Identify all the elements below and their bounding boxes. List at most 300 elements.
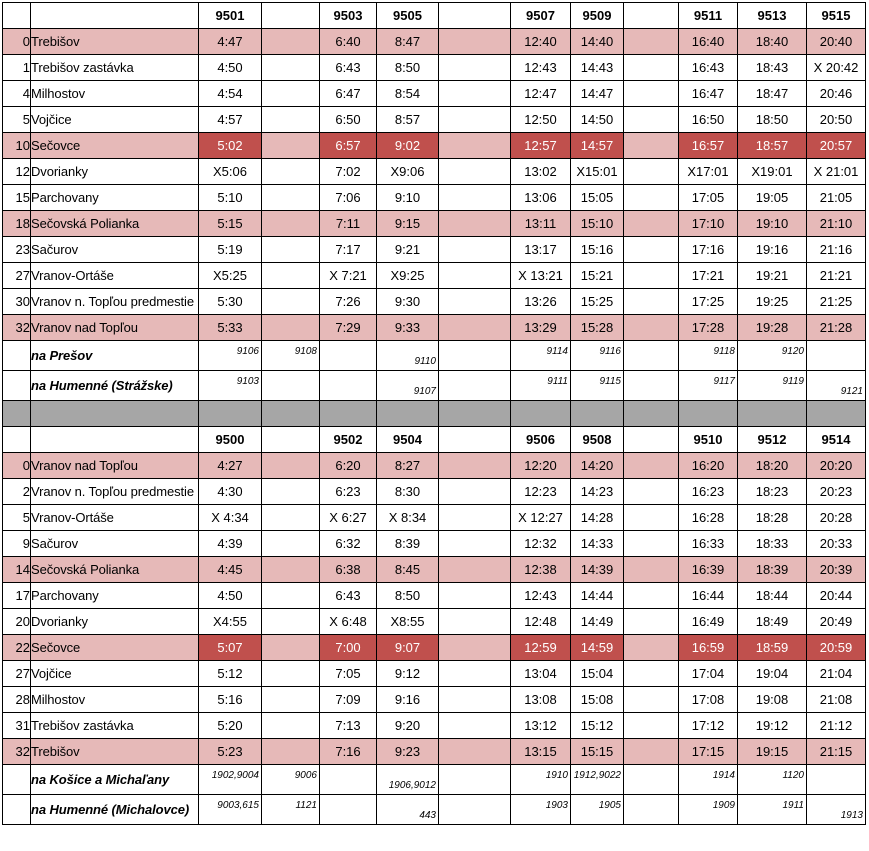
departure-time: 15:05 [571,185,624,211]
departure-time: 17:12 [679,713,738,739]
empty-cell [624,107,679,133]
connecting-train: 1120 [738,765,807,795]
departure-time: 9:12 [377,661,439,687]
departure-time: 18:57 [738,133,807,159]
empty-cell [624,739,679,765]
departure-time: 6:23 [320,479,377,505]
connecting-train: 1910 [511,765,571,795]
km-cell: 5 [3,107,31,133]
departure-time: 9:16 [377,687,439,713]
empty-cell [262,289,320,315]
empty-cell [262,159,320,185]
empty-cell [439,795,511,825]
departure-time: 4:57 [199,107,262,133]
departure-time: 19:21 [738,263,807,289]
train-number: 9514 [807,427,866,453]
departure-time: 13:11 [511,211,571,237]
departure-time: 19:28 [738,315,807,341]
station-row [3,661,866,687]
departure-time: 19:16 [738,237,807,263]
station-name: Trebišov zastávka [31,55,199,81]
departure-time: 15:12 [571,713,624,739]
departure-time: 12:48 [511,609,571,635]
station-row [3,29,866,55]
empty-cell [624,609,679,635]
km-cell: 28 [3,687,31,713]
connecting-train: 9115 [571,371,624,401]
km-cell: 17 [3,583,31,609]
connection-label: na Košice a Michaľany [31,765,199,795]
empty-cell [262,479,320,505]
connecting-train: 9108 [262,341,320,371]
departure-time: 20:33 [807,531,866,557]
departure-time: 7:09 [320,687,377,713]
empty-cell [439,661,511,687]
departure-time: 8:57 [377,107,439,133]
empty-cell [624,289,679,315]
connecting-train: 9120 [738,341,807,371]
connection-km-cell [3,371,31,401]
empty-cell [439,453,511,479]
empty-cell [262,55,320,81]
empty-cell [624,505,679,531]
separator-cell [624,401,679,427]
departure-time: 16:57 [679,133,738,159]
empty-cell [439,159,511,185]
connecting-train: 1903 [511,795,571,825]
departure-time: 9:23 [377,739,439,765]
departure-time: 21:08 [807,687,866,713]
station-name: Trebišov zastávka [31,713,199,739]
separator-cell [511,401,571,427]
connecting-train: 1906,9012 [377,765,439,795]
departure-time: 4:30 [199,479,262,505]
departure-time: 21:16 [807,237,866,263]
connection-row [3,795,866,825]
departure-time: 15:04 [571,661,624,687]
km-cell: 15 [3,185,31,211]
departure-time: 15:28 [571,315,624,341]
departure-time: 5:02 [199,133,262,159]
empty-cell [624,661,679,687]
train-number: 9503 [320,3,377,29]
km-cell: 31 [3,713,31,739]
departure-time: 19:08 [738,687,807,713]
departure-time: 4:54 [199,81,262,107]
departure-time: 18:33 [738,531,807,557]
empty-cell [262,687,320,713]
departure-time: 15:25 [571,289,624,315]
empty-cell [624,453,679,479]
station-name: Parchovany [31,185,199,211]
train-number: 9501 [199,3,262,29]
departure-time: 7:11 [320,211,377,237]
departure-time: 9:33 [377,315,439,341]
departure-time: 20:46 [807,81,866,107]
empty-cell [624,635,679,661]
empty-cell [624,687,679,713]
departure-time: 16:44 [679,583,738,609]
empty-cell [439,237,511,263]
empty-cell [262,185,320,211]
departure-time: X 21:01 [807,159,866,185]
departure-time: 20:39 [807,557,866,583]
departure-time: 16:40 [679,29,738,55]
departure-time: 19:05 [738,185,807,211]
departure-time: 5:15 [199,211,262,237]
train-number: 9505 [377,3,439,29]
departure-time: 5:20 [199,713,262,739]
station-row [3,185,866,211]
empty-cell [320,341,377,371]
empty-cell [439,739,511,765]
departure-time: X 6:48 [320,609,377,635]
departure-time: 4:27 [199,453,262,479]
train-number: 9504 [377,427,439,453]
connecting-train: 1912,9022 [571,765,624,795]
km-cell: 2 [3,479,31,505]
departure-time: 16:28 [679,505,738,531]
header-km-cell [3,427,31,453]
departure-time: 4:50 [199,55,262,81]
station-row [3,505,866,531]
empty-cell [624,341,679,371]
departure-time: 20:50 [807,107,866,133]
departure-time: 16:39 [679,557,738,583]
km-cell: 12 [3,159,31,185]
timetable [2,2,866,825]
departure-time: 9:02 [377,133,439,159]
departure-time: 12:43 [511,55,571,81]
empty-cell [320,765,377,795]
departure-time: 17:21 [679,263,738,289]
empty-cell [262,661,320,687]
km-cell: 9 [3,531,31,557]
departure-time: 12:20 [511,453,571,479]
train-number: 9506 [511,427,571,453]
departure-time: 18:20 [738,453,807,479]
empty-cell [624,371,679,401]
departure-time: 19:15 [738,739,807,765]
train-number-header-row [3,3,866,29]
departure-time: 18:44 [738,583,807,609]
station-name: Vranov-Ortáše [31,263,199,289]
departure-time: 17:08 [679,687,738,713]
train-number: 9510 [679,427,738,453]
departure-time: 14:50 [571,107,624,133]
empty-cell [807,341,866,371]
train-number: 9509 [571,3,624,29]
station-row [3,81,866,107]
departure-time: 14:40 [571,29,624,55]
departure-time: 18:43 [738,55,807,81]
departure-time: X5:06 [199,159,262,185]
station-name: Milhostov [31,687,199,713]
departure-time: 7:05 [320,661,377,687]
departure-time: X 6:27 [320,505,377,531]
connecting-train: 9116 [571,341,624,371]
connecting-train: 9103 [199,371,262,401]
empty-cell [262,29,320,55]
departure-time: 12:59 [511,635,571,661]
station-row [3,133,866,159]
departure-time: X 13:21 [511,263,571,289]
station-name: Sečovská Polianka [31,557,199,583]
station-name: Vojčice [31,661,199,687]
departure-time: X15:01 [571,159,624,185]
train-number: 9500 [199,427,262,453]
empty-cell [439,609,511,635]
empty-cell [624,185,679,211]
empty-cell [439,531,511,557]
empty-cell [320,371,377,401]
departure-time: 12:47 [511,81,571,107]
separator-cell [738,401,807,427]
empty-cell [439,211,511,237]
departure-time: 17:05 [679,185,738,211]
departure-time: 6:40 [320,29,377,55]
departure-time: 17:25 [679,289,738,315]
empty-cell [262,453,320,479]
departure-time: 7:17 [320,237,377,263]
station-row [3,453,866,479]
station-name: Trebišov [31,29,199,55]
departure-time: 9:21 [377,237,439,263]
km-cell: 18 [3,211,31,237]
separator-cell [807,401,866,427]
departure-time: 6:57 [320,133,377,159]
departure-time: 21:21 [807,263,866,289]
departure-time: 8:50 [377,55,439,81]
departure-time: 13:04 [511,661,571,687]
departure-time: 5:19 [199,237,262,263]
departure-time: 7:26 [320,289,377,315]
station-row [3,263,866,289]
km-cell: 32 [3,315,31,341]
empty-cell [439,81,511,107]
connecting-train: 9107 [377,371,439,401]
departure-time: 5:07 [199,635,262,661]
departure-time: 6:43 [320,55,377,81]
station-row [3,237,866,263]
connecting-train: 1909 [679,795,738,825]
departure-time: 15:10 [571,211,624,237]
departure-time: 5:23 [199,739,262,765]
station-name: Sečovce [31,133,199,159]
km-cell: 10 [3,133,31,159]
departure-time: 18:49 [738,609,807,635]
empty-cell [624,159,679,185]
departure-time: 20:20 [807,453,866,479]
km-cell: 32 [3,739,31,765]
departure-time: X4:55 [199,609,262,635]
connecting-train: 9106 [199,341,262,371]
departure-time: 18:23 [738,479,807,505]
departure-time: 16:20 [679,453,738,479]
departure-time: 18:40 [738,29,807,55]
timetable-body [3,3,866,825]
departure-time: 7:16 [320,739,377,765]
empty-cell [624,713,679,739]
departure-time: 8:45 [377,557,439,583]
departure-time: 16:50 [679,107,738,133]
departure-time: 19:04 [738,661,807,687]
departure-time: 20:28 [807,505,866,531]
train-number [439,427,511,453]
empty-cell [439,371,511,401]
departure-time: 13:12 [511,713,571,739]
departure-time: 12:57 [511,133,571,159]
station-row [3,739,866,765]
station-name: Vranov n. Topľou predmestie [31,479,199,505]
empty-cell [262,237,320,263]
train-number [262,427,320,453]
train-number [262,3,320,29]
departure-time: 14:57 [571,133,624,159]
empty-cell [624,211,679,237]
departure-time: 15:08 [571,687,624,713]
departure-time: 4:50 [199,583,262,609]
departure-time: 15:21 [571,263,624,289]
departure-time: 7:29 [320,315,377,341]
departure-time: 9:10 [377,185,439,211]
station-name: Trebišov [31,739,199,765]
station-name: Vranov nad Topľou [31,315,199,341]
departure-time: 13:26 [511,289,571,315]
train-number: 9513 [738,3,807,29]
empty-cell [439,107,511,133]
connection-row [3,765,866,795]
station-row [3,159,866,185]
departure-time: 13:15 [511,739,571,765]
separator-cell [3,401,31,427]
empty-cell [262,81,320,107]
departure-time: 16:59 [679,635,738,661]
departure-time: 9:30 [377,289,439,315]
connection-row [3,341,866,371]
departure-time: 12:43 [511,583,571,609]
section-separator [3,401,866,427]
connection-label: na Prešov [31,341,199,371]
departure-time: 16:49 [679,609,738,635]
connecting-train: 9006 [262,765,320,795]
departure-time: 20:49 [807,609,866,635]
departure-time: 8:30 [377,479,439,505]
departure-time: 19:12 [738,713,807,739]
station-row [3,55,866,81]
station-row [3,479,866,505]
departure-time: 16:47 [679,81,738,107]
departure-time: X 20:42 [807,55,866,81]
header-km-cell [3,3,31,29]
departure-time: 13:29 [511,315,571,341]
departure-time: 12:38 [511,557,571,583]
connecting-train: 9117 [679,371,738,401]
connecting-train: 9111 [511,371,571,401]
header-station-cell [31,427,199,453]
departure-time: 6:20 [320,453,377,479]
empty-cell [439,479,511,505]
departure-time: 12:50 [511,107,571,133]
departure-time: 4:45 [199,557,262,583]
station-name: Sečovce [31,635,199,661]
empty-cell [624,29,679,55]
departure-time: 6:43 [320,583,377,609]
empty-cell [262,133,320,159]
departure-time: 9:20 [377,713,439,739]
departure-time: 7:00 [320,635,377,661]
empty-cell [262,211,320,237]
departure-time: X5:25 [199,263,262,289]
connection-km-cell [3,341,31,371]
km-cell: 4 [3,81,31,107]
departure-time: 13:06 [511,185,571,211]
departure-time: 7:13 [320,713,377,739]
departure-time: 8:54 [377,81,439,107]
departure-time: 9:15 [377,211,439,237]
station-row [3,687,866,713]
departure-time: 12:32 [511,531,571,557]
km-cell: 1 [3,55,31,81]
empty-cell [624,765,679,795]
km-cell: 0 [3,453,31,479]
station-name: Vranov nad Topľou [31,453,199,479]
connecting-train: 9121 [807,371,866,401]
station-name: Vranov-Ortáše [31,505,199,531]
departure-time: X 7:21 [320,263,377,289]
connection-label: na Humenné (Strážske) [31,371,199,401]
departure-time: 6:38 [320,557,377,583]
station-name: Dvorianky [31,159,199,185]
departure-time: 13:17 [511,237,571,263]
departure-time: X19:01 [738,159,807,185]
train-number [624,427,679,453]
departure-time: 21:04 [807,661,866,687]
connecting-train: 9110 [377,341,439,371]
departure-time: 7:02 [320,159,377,185]
station-name: Vranov n. Topľou predmestie [31,289,199,315]
departure-time: 18:59 [738,635,807,661]
station-name: Sačurov [31,237,199,263]
train-number [624,3,679,29]
empty-cell [262,739,320,765]
station-row [3,315,866,341]
empty-cell [624,133,679,159]
empty-cell [262,315,320,341]
departure-time: 16:23 [679,479,738,505]
empty-cell [262,371,320,401]
empty-cell [439,289,511,315]
connecting-train: 9114 [511,341,571,371]
departure-time: X17:01 [679,159,738,185]
departure-time: X 4:34 [199,505,262,531]
station-name: Milhostov [31,81,199,107]
empty-cell [624,315,679,341]
station-row [3,531,866,557]
departure-time: 14:33 [571,531,624,557]
connecting-train: 1121 [262,795,320,825]
train-number: 9511 [679,3,738,29]
departure-time: 6:32 [320,531,377,557]
empty-cell [439,713,511,739]
empty-cell [439,133,511,159]
departure-time: 19:10 [738,211,807,237]
departure-time: 20:59 [807,635,866,661]
connecting-train: 1911 [738,795,807,825]
station-row [3,557,866,583]
departure-time: 14:39 [571,557,624,583]
km-cell: 30 [3,289,31,315]
